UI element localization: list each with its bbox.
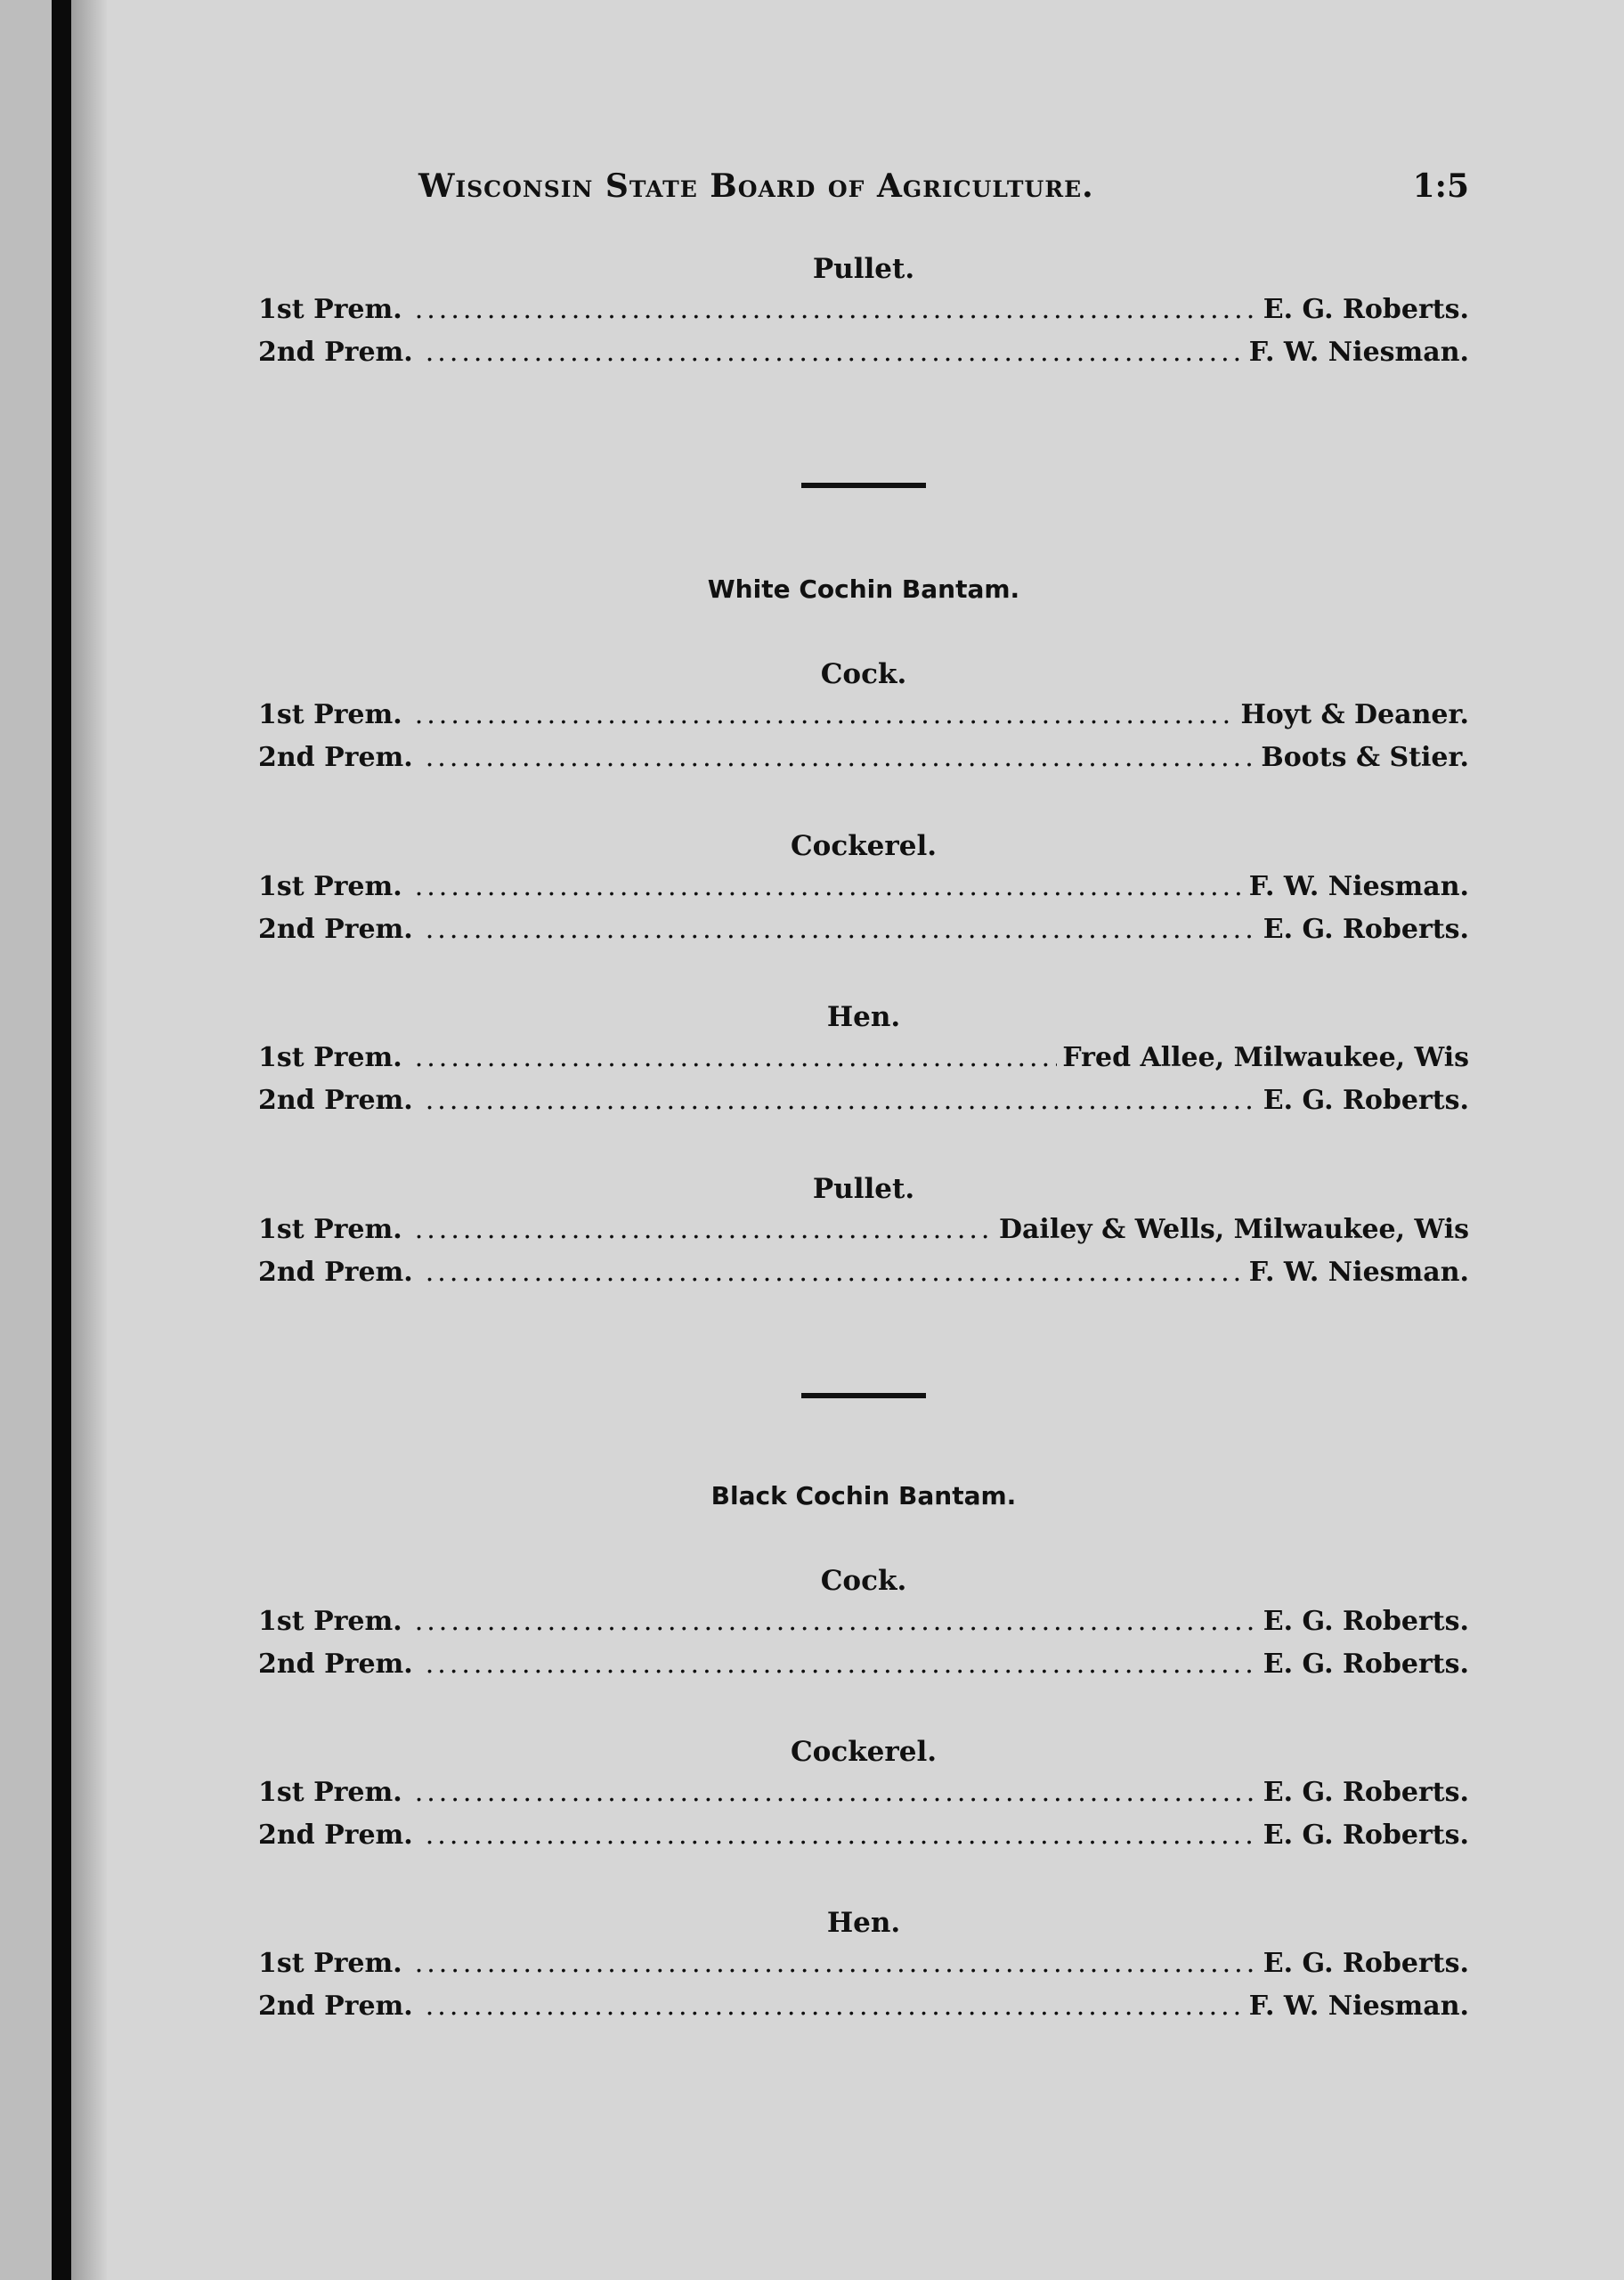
leader-dots xyxy=(415,1037,1058,1079)
premium-rank: 2nd Prem. xyxy=(258,337,413,368)
class-heading: Pullet. xyxy=(812,1173,915,1205)
premium-row xyxy=(258,908,1469,951)
premium-winner: Hoyt & Deaner. xyxy=(1240,699,1469,730)
premium-winner: E. G. Roberts. xyxy=(1263,1649,1469,1680)
premium-row xyxy=(258,1037,1469,1079)
leader-dots xyxy=(415,694,1236,737)
premium-rank: 2nd Prem. xyxy=(258,1257,413,1288)
premium-row xyxy=(258,1600,1469,1643)
class-cock xyxy=(258,1561,1469,1686)
class-hen xyxy=(258,998,1469,1122)
breed-black-cochin-bantam xyxy=(258,1477,1469,1516)
binding-shadow xyxy=(52,0,71,2280)
section-divider xyxy=(258,1393,1469,1398)
leader-dots xyxy=(415,1771,1258,1814)
premium-row xyxy=(258,1942,1469,1985)
binding-fade xyxy=(71,0,107,2280)
premium-winner: E. G. Roberts. xyxy=(1263,294,1469,325)
premium-rank: 1st Prem. xyxy=(258,1777,402,1808)
premium-row xyxy=(258,694,1469,737)
page-header xyxy=(418,167,1469,212)
page-gutter xyxy=(0,0,52,2280)
premium-rank: 2nd Prem. xyxy=(258,1649,413,1680)
leader-dots xyxy=(426,1814,1258,1857)
premium-row xyxy=(258,1985,1469,2028)
class-heading: Cockerel. xyxy=(790,830,938,862)
premium-row xyxy=(258,737,1469,779)
premium-winner: Boots & Stier. xyxy=(1261,742,1469,773)
premium-winner: Dailey & Wells, Milwaukee, Wis xyxy=(998,1214,1469,1245)
horizontal-rule xyxy=(801,483,926,488)
breed-heading: White Cochin Bantam. xyxy=(707,574,1020,604)
class-heading: Cock. xyxy=(820,658,907,690)
premium-winner: F. W. Niesman. xyxy=(1248,337,1469,368)
premium-winner: E. G. Roberts. xyxy=(1263,1777,1469,1808)
class-heading: Hen. xyxy=(826,1907,901,1939)
premium-rank: 2nd Prem. xyxy=(258,1820,413,1851)
premium-row xyxy=(258,1079,1469,1122)
breed-heading: Black Cochin Bantam. xyxy=(710,1481,1017,1510)
premium-rank: 1st Prem. xyxy=(258,699,402,730)
class-heading: Cockerel. xyxy=(790,1736,938,1768)
premium-winner: F. W. Niesman. xyxy=(1248,1257,1469,1288)
horizontal-rule xyxy=(801,1393,926,1398)
premium-rank: 1st Prem. xyxy=(258,871,402,902)
premium-rank: 1st Prem. xyxy=(258,1214,402,1245)
premium-winner: E. G. Roberts. xyxy=(1263,914,1469,945)
premium-row xyxy=(258,289,1469,331)
leader-dots xyxy=(426,1251,1244,1294)
class-heading: Pullet. xyxy=(812,253,915,285)
premium-rank: 1st Prem. xyxy=(258,1042,402,1073)
leader-dots xyxy=(415,289,1258,331)
premium-winner: E. G. Roberts. xyxy=(1263,1948,1469,1979)
premium-winner: F. W. Niesman. xyxy=(1248,871,1469,902)
class-cockerel xyxy=(258,1732,1469,1857)
premium-row xyxy=(258,1209,1469,1251)
section-divider xyxy=(258,483,1469,488)
leader-dots xyxy=(426,908,1258,951)
class-heading: Cock. xyxy=(820,1565,907,1597)
book-page xyxy=(107,0,1624,2280)
premium-rank: 2nd Prem. xyxy=(258,1991,413,2022)
premium-rank: 2nd Prem. xyxy=(258,1085,413,1116)
premium-rank: 1st Prem. xyxy=(258,294,402,325)
class-cock xyxy=(258,655,1469,779)
class-heading: Hen. xyxy=(826,1001,901,1033)
leader-dots xyxy=(426,331,1244,374)
class-hen xyxy=(258,1903,1469,2028)
class-cockerel xyxy=(258,826,1469,951)
premium-row xyxy=(258,866,1469,908)
premium-row xyxy=(258,1643,1469,1686)
running-title: Wisconsin State Board of Agriculture. xyxy=(418,167,1094,205)
premium-rank: 2nd Prem. xyxy=(258,914,413,945)
breed-white-cochin-bantam xyxy=(258,570,1469,609)
class-pullet xyxy=(258,1169,1469,1294)
premium-winner: F. W. Niesman. xyxy=(1248,1991,1469,2022)
leader-dots xyxy=(415,1600,1258,1643)
leader-dots xyxy=(426,1985,1244,2028)
leader-dots xyxy=(415,1209,994,1251)
leader-dots xyxy=(426,1079,1258,1122)
premium-row xyxy=(258,1251,1469,1294)
premium-winner: E. G. Roberts. xyxy=(1263,1606,1469,1637)
premium-rank: 2nd Prem. xyxy=(258,742,413,773)
premium-winner: E. G. Roberts. xyxy=(1263,1085,1469,1116)
premium-rank: 1st Prem. xyxy=(258,1948,402,1979)
section-pullet xyxy=(258,249,1469,374)
premium-winner: Fred Allee, Milwaukee, Wis xyxy=(1062,1042,1469,1073)
page-number: 1:5 xyxy=(1412,167,1469,205)
leader-dots xyxy=(426,1643,1258,1686)
leader-dots xyxy=(415,866,1244,908)
premium-winner: E. G. Roberts. xyxy=(1263,1820,1469,1851)
premium-row xyxy=(258,1814,1469,1857)
leader-dots xyxy=(415,1942,1258,1985)
premium-row xyxy=(258,1771,1469,1814)
premium-row xyxy=(258,331,1469,374)
premium-rank: 1st Prem. xyxy=(258,1606,402,1637)
leader-dots xyxy=(426,737,1256,779)
